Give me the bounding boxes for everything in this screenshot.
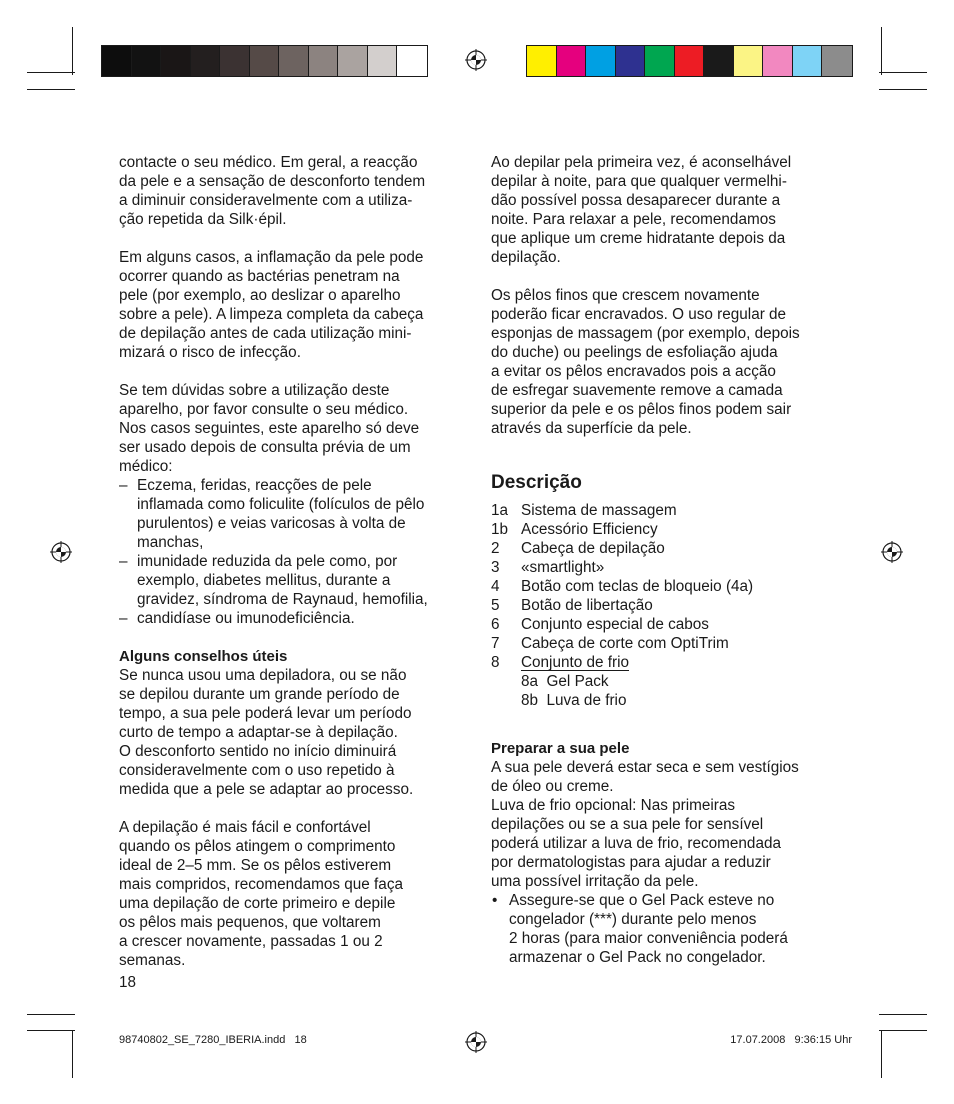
grayscale-color-bar xyxy=(101,45,428,77)
registration-mark-icon xyxy=(465,49,487,71)
color-swatch xyxy=(309,46,339,76)
color-swatch xyxy=(822,46,852,76)
color-swatch xyxy=(675,46,705,76)
left-column xyxy=(119,153,469,970)
list-item: 4 Botão com teclas de bloqueio (4a) xyxy=(491,578,754,595)
color-swatch xyxy=(338,46,368,76)
list-item: 5 Botão de libertação xyxy=(491,597,653,614)
list-item: 8a Gel Pack xyxy=(521,673,609,690)
color-swatch xyxy=(793,46,823,76)
list-item: – Eczema, feridas, reacções de pele inflamada como foliculite (folículos de pêlo purulentos) e veias varicosas à volta de manchas, xyxy=(119,476,469,552)
crop-mark xyxy=(879,89,927,90)
color-swatch xyxy=(161,46,191,76)
process-color-bar xyxy=(526,45,853,77)
list-item: 2 Cabeça de depilação xyxy=(491,540,665,557)
registration-mark-icon xyxy=(465,1031,487,1053)
crop-mark xyxy=(879,1030,927,1031)
section-heading: Descrição xyxy=(491,472,582,493)
color-swatch xyxy=(368,46,398,76)
list-item: • Assegure-se que o Gel Pack esteve no congelador (***) durante pelo menos 2 horas (para maior conveniência poderá armazenar o Gel Pack no congelador. xyxy=(491,891,841,967)
crop-mark xyxy=(881,1030,882,1078)
crop-mark xyxy=(72,1030,73,1078)
crop-mark xyxy=(27,89,75,90)
list-item: 8 Conjunto de frio xyxy=(491,654,629,671)
color-swatch xyxy=(132,46,162,76)
crop-mark xyxy=(27,1014,75,1015)
paragraph: Os pêlos finos que crescem novamente poderão ficar encravados. O uso regular de esponjas de massagem (por exemplo, depois do duche) ou peelings de esfoliação ajuda a evitar os pêlos encravados pois a acção de esfregar suavemente remove a camada superior da pele e os pêlos finos podem sair através da superfície da pele. xyxy=(491,287,800,437)
crop-mark xyxy=(27,1030,75,1031)
color-swatch xyxy=(586,46,616,76)
color-swatch xyxy=(250,46,280,76)
page-number: 18 xyxy=(119,974,137,991)
list-item: 1b Acessório Efficiency xyxy=(491,521,658,538)
list-item: 6 Conjunto especial de cabos xyxy=(491,616,709,633)
color-swatch xyxy=(397,46,427,76)
list-item: – candidíase ou imunodeficiência. xyxy=(119,609,469,628)
bullet-list xyxy=(491,891,841,967)
color-swatch xyxy=(279,46,309,76)
registration-mark-icon xyxy=(881,541,903,563)
color-swatch xyxy=(616,46,646,76)
color-swatch xyxy=(645,46,675,76)
list-item: 1a Sistema de massagem xyxy=(491,502,677,519)
conditions-list xyxy=(119,476,469,628)
paragraph: A sua pele deverá estar seca e sem vestígios de óleo ou creme. Luva de frio opcional: Nas primeiras depilações ou se a sua pele for sensível poderá utilizar a luva de frio, recomendada por dermatologistas para ajudar a reduzir uma possível irritação da pele. xyxy=(491,759,799,890)
paragraph: Se nunca usou uma depiladora, ou se não se depilou durante um grande período de tempo, a sua pele poderá levar um período curto de tempo a adaptar-se à depilação. O desconforto sentido no início diminuirá consideravelmente com o uso repetido à medida que a pele se adaptar ao processo. xyxy=(119,667,414,798)
crop-mark xyxy=(879,1014,927,1015)
color-swatch xyxy=(763,46,793,76)
right-column xyxy=(491,153,841,967)
list-item: 7 Cabeça de corte com OptiTrim xyxy=(491,635,729,652)
timestamp-slug: 17.07.2008 9:36:15 Uhr xyxy=(730,1034,852,1046)
crop-mark xyxy=(879,72,927,73)
color-swatch xyxy=(527,46,557,76)
paragraph: Se tem dúvidas sobre a utilização deste aparelho, por favor consulte o seu médico. Nos casos seguintes, este aparelho só deve ser usado depois de consulta prévia de um médico: xyxy=(119,382,420,475)
color-swatch xyxy=(102,46,132,76)
parts-list xyxy=(491,501,841,710)
paragraph: Ao depilar pela primeira vez, é aconselhável depilar à noite, para que qualquer vermelhi- dão possível possa desaparecer durante a noite. Para relaxar a pele, recomendamos que aplique um creme hidratante depois da depilação. xyxy=(491,154,792,266)
paragraph: Em alguns casos, a inflamação da pele pode ocorrer quando as bactérias penetram na pele (por exemplo, ao deslizar o aparelho sobre a pele). A limpeza completa da cabeça de depilação antes de cada utilização mini- mizará o risco de infecção. xyxy=(119,249,424,361)
color-swatch xyxy=(557,46,587,76)
color-swatch xyxy=(220,46,250,76)
color-swatch xyxy=(734,46,764,76)
file-slug: 98740802_SE_7280_IBERIA.indd 18 xyxy=(119,1034,307,1046)
crop-mark xyxy=(72,27,73,75)
color-swatch xyxy=(191,46,221,76)
list-item: – imunidade reduzida da pele como, por exemplo, diabetes mellitus, durante a gravidez, síndroma de Raynaud, hemofilia, xyxy=(119,552,469,609)
crop-mark xyxy=(881,27,882,75)
section-heading: Alguns conselhos úteis xyxy=(119,648,288,665)
list-item: 3 «smartlight» xyxy=(491,559,605,576)
color-swatch xyxy=(704,46,734,76)
list-item: 8b Luva de frio xyxy=(521,692,627,709)
crop-mark xyxy=(27,72,75,73)
section-heading: Preparar a sua pele xyxy=(491,740,630,757)
paragraph: A depilação é mais fácil e confortável quando os pêlos atingem o comprimento ideal de 2–5 mm. Se os pêlos estiverem mais compridos, recomendamos que faça uma depilação de corte primeiro e depile os pêlos mais pequenos, que voltarem a crescer novamente, passadas 1 ou 2 semanas. xyxy=(119,819,403,969)
paragraph: contacte o seu médico. Em geral, a reacção da pele e a sensação de desconforto tendem a diminuir consideravelmente com a utiliza- ção repetida da Silk·épil. xyxy=(119,154,426,228)
registration-mark-icon xyxy=(50,541,72,563)
